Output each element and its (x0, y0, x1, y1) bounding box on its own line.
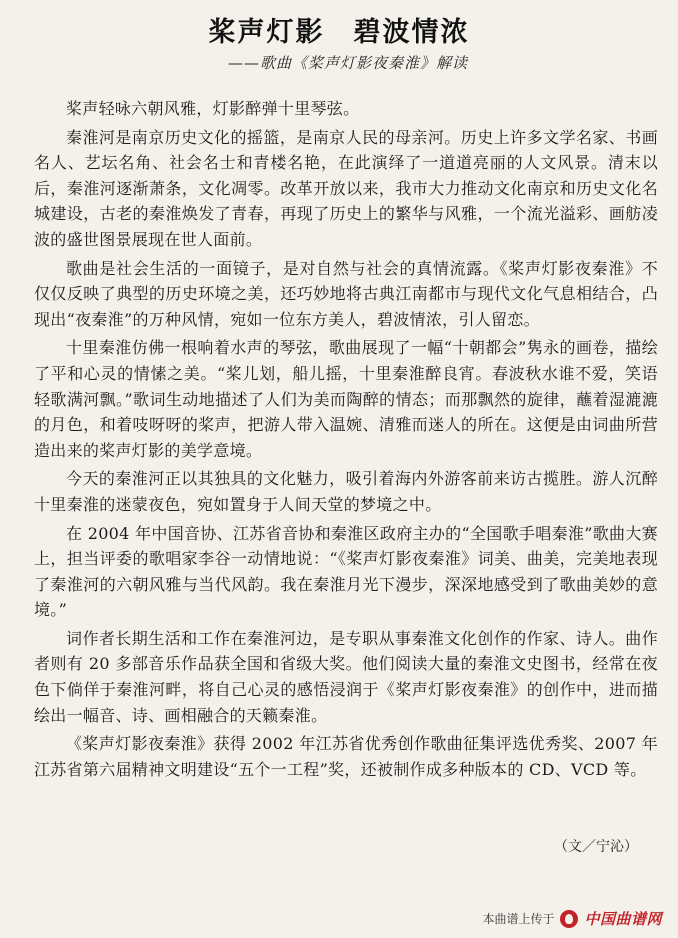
paragraph-8: 《桨声灯影夜秦淮》获得 2002 年江苏省优秀创作歌曲征集评选优秀奖、2007 年江苏省第六届精神文明建设“五个一工程”奖，还被制作成多种版本的 CD、VCD 等。 (34, 734, 658, 779)
paragraph-6: 在 2004 年中国音协、江苏省音协和秦淮区政府主办的“全国歌手唱秦淮”歌曲大赛上，担当评委的歌唱家李谷一动情地说：“《桨声灯影夜秦淮》词美、曲美，完美地表现了秦淮河的六朝风雅与当代风韵。我在秦淮月光下漫步，深深地感受到了歌曲美妙的意境。” (34, 523, 658, 620)
paragraph-1: 桨声轻咏六朝风雅，灯影醉弹十里琴弦。 (66, 99, 360, 118)
article-body (34, 96, 658, 782)
paragraph-3: 歌曲是社会生活的一面镜子，是对自然与社会的真情流露。《桨声灯影夜秦淮》不仅仅反映了典型的历史环境之美，还巧妙地将古典江南都市与现代文化气息相结合，凸现出“夜秦淮”的万种风情，宛如一位东方美人，碧波情浓，引人留恋。 (34, 258, 658, 329)
ear-logo-icon (560, 910, 578, 928)
author-credit: （文／宁沁） (554, 839, 638, 855)
paragraph-2: 秦淮河是南京历史文化的摇篮，是南京人民的母亲河。历史上许多文学名家、书画名人、艺坛名角、社会名士和青楼名艳，在此演绎了一道道亮丽的人文风景。清末以后，秦淮河逐渐萧条，文化凋零。改革开放以来，我市大力推动文化南京和历史文化名城建设，古老的秦淮焕发了青春，再现了历史上的繁华与风雅，一个流光溢彩、画舫凌波的盛世图景展现在世人面前。 (34, 127, 658, 249)
article-title: 桨声灯影 碧波情浓 (208, 17, 470, 48)
footer-watermark (482, 908, 662, 929)
site-logo-text[interactable]: 中国曲谱网 (584, 910, 662, 928)
paragraph-7: 词作者长期生活和工作在秦淮河边，是专职从事秦淮文化创作的作家、诗人。曲作者则有 20 多部音乐作品获全国和省级大奖。他们阅读大量的秦淮文史图书，经常在夜色下倘佯于秦淮河畔，将自己心灵的感悟浸润于《桨声灯影夜秦淮》的创作中，进而描绘出一幅音、诗、画相融合的天籁秦淮。 (34, 628, 658, 725)
paragraph-4: 十里秦淮仿佛一根响着水声的琴弦，歌曲展现了一幅“十朝都会”隽永的画卷，描绘了平和心灵的情愫之美。“桨儿划，船儿摇，十里秦淮醉良宵。春波秋水谁不爱，笑语轻歌满河飘。”歌词生动地描述了人们为美而陶醉的情态；而那飘然的旋律，蘸着湿漉漉的月色，和着吱呀呀的桨声，把游人带入温婉、清雅而迷人的所在。这便是由词曲所营造出来的桨声灯影的美学意境。 (34, 338, 658, 460)
article-subtitle: ——歌曲《桨声灯影夜秦淮》解读 (228, 54, 469, 72)
paragraph-5: 今天的秦淮河正以其独具的文化魅力，吸引着海内外游客前来访古揽胜。游人沉醉十里秦淮的迷蒙夜色，宛如置身于人间天堂的梦境之中。 (34, 469, 658, 514)
footer-upload-text: 本曲谱上传于 (482, 912, 555, 926)
